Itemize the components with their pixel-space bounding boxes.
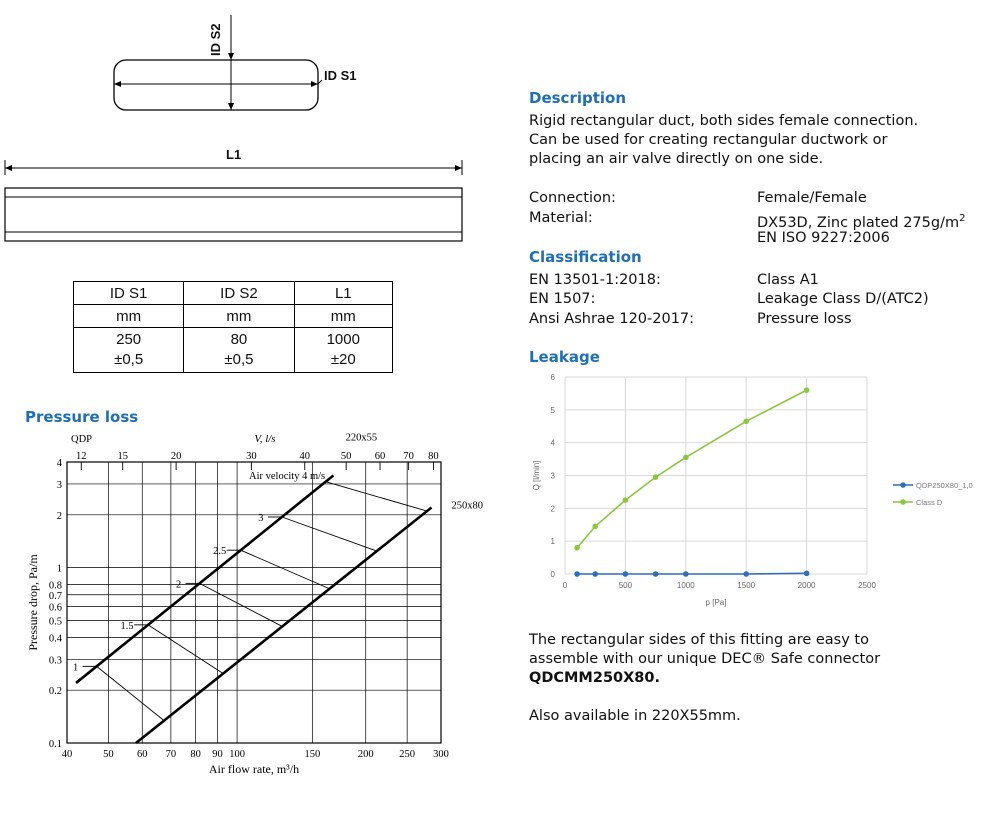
x-axis-label: Air flow rate, m³/h <box>208 762 300 776</box>
y-tick-label: 0.2 <box>48 686 62 698</box>
x-tick-label: 1000 <box>676 581 695 590</box>
pressure-loss-heading: Pressure loss <box>25 408 139 426</box>
data-point <box>592 571 598 577</box>
data-point <box>653 474 659 480</box>
data-point <box>623 571 629 577</box>
table-cell: 80 ±0,5 <box>184 328 294 373</box>
top-tick-label: 50 <box>340 451 352 462</box>
legend-label: Class D <box>916 498 943 507</box>
x-tick-label: 2500 <box>858 581 876 590</box>
top-tick-label: 60 <box>374 451 386 462</box>
data-point <box>683 571 689 577</box>
x-tick-label: 200 <box>357 749 374 760</box>
velocity-line <box>148 625 223 674</box>
table-header: L1 <box>294 282 392 305</box>
top-tick-label: 70 <box>403 451 414 462</box>
data-point <box>683 455 689 461</box>
data-point <box>743 419 749 425</box>
x-tick-label: 2000 <box>797 581 816 590</box>
velocity-line <box>241 550 330 589</box>
velocity-line <box>326 482 427 511</box>
y-tick-label: 0.1 <box>48 739 62 750</box>
classification-heading: Classification <box>529 248 642 266</box>
spec-label: Material: <box>529 210 593 226</box>
velocity-value: 1.5 <box>120 620 134 632</box>
y-tick-label: 3 <box>550 471 555 481</box>
pressure-loss-chart <box>0 425 520 785</box>
x-tick-label: 50 <box>103 749 114 760</box>
leakage-heading: Leakage <box>529 348 600 366</box>
series-line <box>136 508 432 743</box>
plot-frame <box>67 462 441 743</box>
table-unit: mm <box>184 305 294 328</box>
table-unit: mm <box>294 305 392 328</box>
legend-marker <box>900 482 906 488</box>
y-tick-label: 1 <box>56 563 62 575</box>
x-tick-label: 100 <box>229 749 245 760</box>
x-axis-label: p [Pa] <box>705 598 727 607</box>
y-tick-label: 3 <box>56 479 62 491</box>
y-tick-label: 0.5 <box>48 616 62 628</box>
x-tick-label: 80 <box>190 749 201 760</box>
classification-value: Pressure loss <box>757 311 852 327</box>
y-tick-label: 0.8 <box>48 580 62 592</box>
velocity-line <box>282 517 377 551</box>
notes-text: The rectangular sides of this fitting are easy to assemble with our unique DEC® Safe connector QDCMM250X80. Also available in 220X55mm. <box>529 632 881 724</box>
spec-value: EN ISO 9227:2006 <box>757 230 890 246</box>
y-tick-label: 4 <box>550 438 555 448</box>
top-tick-label: 30 <box>246 451 257 462</box>
y-tick-label: 0.6 <box>48 602 62 614</box>
legend-marker <box>900 499 906 505</box>
x-tick-label: 90 <box>212 749 223 760</box>
velocity-line <box>97 666 164 720</box>
series-label: 220x55 <box>345 432 378 444</box>
top-tick-label: 15 <box>117 451 128 462</box>
leakage-chart <box>525 368 995 613</box>
description-text: Rigid rectangular duct, both sides female connection. Can be used for creating rectangular ductwork or placing an air valve directly on one side. <box>529 113 919 167</box>
x-tick-label: 300 <box>433 749 449 760</box>
classification-value: Class A1 <box>757 272 819 288</box>
table-unit: mm <box>74 305 184 328</box>
spec-label: Connection: <box>529 190 616 206</box>
series-line <box>76 476 333 683</box>
velocity-value: 2 <box>175 579 182 591</box>
y-tick-label: 6 <box>550 373 555 382</box>
y-tick-label: 2 <box>56 510 62 522</box>
legend-label: QDP250X80_1,0 <box>916 481 973 490</box>
duct-drawing <box>0 0 480 250</box>
label-id-s2: ID S2 <box>208 23 223 56</box>
data-point <box>623 497 629 503</box>
description-heading: Description <box>529 89 627 107</box>
series-label: 250x80 <box>451 500 483 512</box>
velocity-label: Air velocity 4 m/s <box>249 471 326 482</box>
velocity-value: 1 <box>73 662 79 674</box>
velocity-line <box>200 583 283 626</box>
y-tick-label: 0 <box>550 570 555 579</box>
x-tick-label: 250 <box>399 749 416 760</box>
top-tick-label: 12 <box>76 451 87 462</box>
x-tick-label: 0 <box>562 581 568 590</box>
classification-value: Leakage Class D/(ATC2) <box>757 291 929 307</box>
spec-value: DX53D, Zinc plated $275g/m^2$ <box>757 213 966 231</box>
y-tick-label: 0.3 <box>48 655 62 667</box>
label-l1: L1 <box>226 147 242 162</box>
label-id-s1: ID S1 <box>324 68 357 83</box>
data-point <box>804 571 810 577</box>
x-tick-label: 60 <box>137 749 148 760</box>
velocity-value: 2.5 <box>213 546 227 558</box>
y-tick-label: 0.7 <box>48 590 62 602</box>
y-tick-label: 5 <box>550 405 555 415</box>
table-header: ID S2 <box>184 282 294 305</box>
y-axis-label: Q [l/min] <box>532 460 541 491</box>
y-tick-label: 1 <box>550 537 555 547</box>
y-tick-label: 0.4 <box>48 633 62 645</box>
series-line <box>577 390 807 548</box>
data-point <box>592 524 598 530</box>
y-axis-label: Pressure drop, Pa/m <box>26 554 40 651</box>
table-header: ID S1 <box>74 282 184 305</box>
data-point <box>574 571 580 577</box>
x-tick-label: 150 <box>304 749 321 760</box>
velocity-value: 3 <box>258 512 264 524</box>
spec-value: Female/Female <box>757 190 867 206</box>
data-point <box>653 571 659 577</box>
table-cell: 250 ±0,5 <box>74 328 184 373</box>
x-tick-label: 40 <box>61 749 73 760</box>
data-point <box>743 571 749 577</box>
top-left-label: QDP <box>71 434 93 445</box>
top-tick-label: 40 <box>299 451 311 462</box>
classification-label: Ansi Ashrae 120-2017: <box>529 311 695 327</box>
series-line <box>577 573 807 574</box>
x-tick-label: 500 <box>618 581 633 590</box>
table-cell: 1000 ±20 <box>294 328 392 373</box>
y-tick-label: 2 <box>550 504 555 514</box>
y-tick-label: 4 <box>56 458 62 469</box>
classification-label: EN 13501-1:2018: <box>529 272 661 288</box>
x-tick-label: 70 <box>165 749 177 760</box>
top-axis-label: V, l/s <box>254 433 276 445</box>
data-point <box>574 545 580 551</box>
top-tick-label: 80 <box>428 451 439 462</box>
x-tick-label: 1500 <box>737 581 756 590</box>
dimensions-table <box>73 281 393 373</box>
classification-label: EN 1507: <box>529 291 596 307</box>
top-tick-label: 20 <box>170 451 182 462</box>
data-point <box>804 387 810 393</box>
